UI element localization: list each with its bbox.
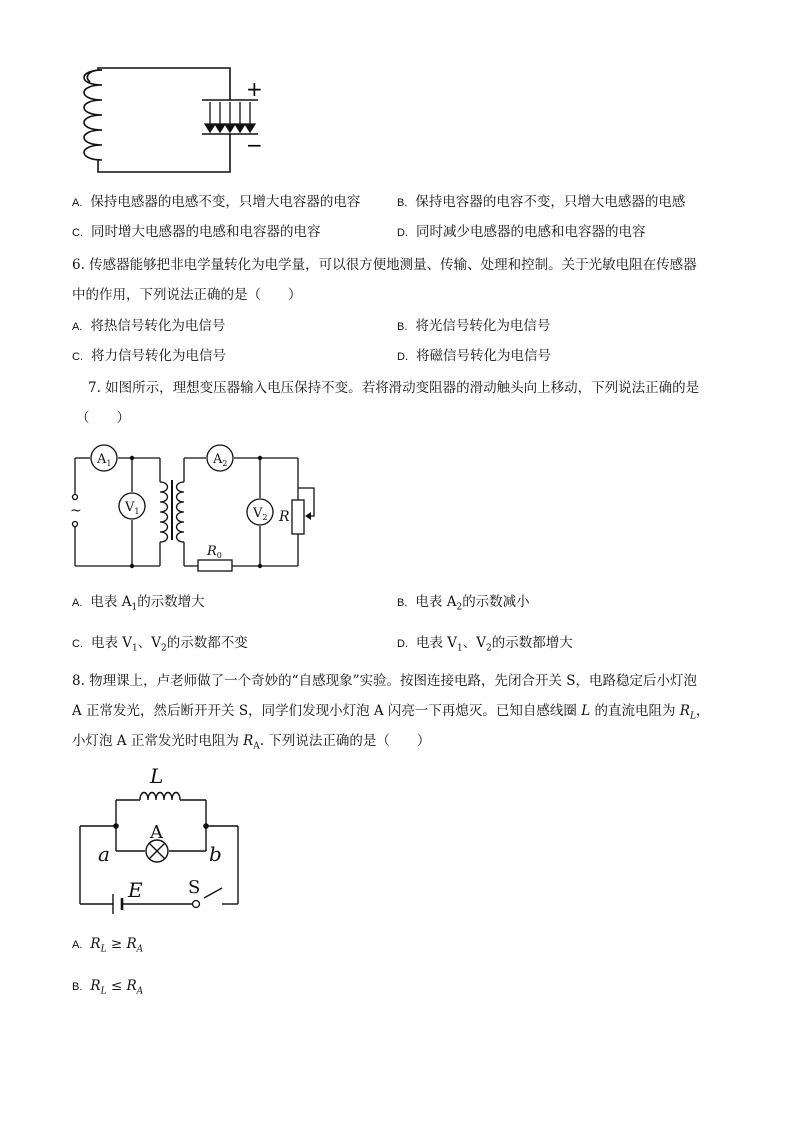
q7-option-c: C. 电表 $V_1$、$V_2$的示数都不变 (72, 635, 248, 654)
q6-option-a: A. 将热信号转化为电信号 (72, 318, 226, 334)
q6-option-b: B. 将光信号转化为电信号 (397, 318, 551, 334)
q6-option-d: D. 将磁信号转化为电信号 (397, 348, 551, 364)
node-a-label: a (98, 842, 110, 866)
q8-option-a: A. $R_L \ge R_A$ (72, 936, 144, 955)
q8-stem-line3: 小灯泡 A 正常发光时电阻为 $R_A$. 下列说法正确的是（ ） (72, 733, 431, 752)
q5-option-a: A. 保持电感器的电感不变，只增大电容器的电容 (72, 194, 361, 210)
q6-stem-line2: 中的作用，下列说法正确的是（ ） (72, 287, 302, 303)
minus-sign: − (246, 133, 263, 157)
q5-option-b: B. 保持电容器的电容不变，只增大电感器的电感 (397, 194, 686, 210)
battery-e-label: E (128, 878, 143, 902)
q8-stem-line1: 8. 物理课上，卢老师做了一个奇妙的“自感现象”实验。按图连接电路，先闭合开关 S，电路稳定后小灯泡 (72, 673, 698, 689)
q8-option-b: B. $R_L \le R_A$ (72, 978, 144, 997)
q7-option-d: D. 电表 $V_1$、$V_2$的示数都增大 (397, 635, 573, 654)
resistor-r0-label: $R_0$ (207, 544, 222, 560)
q7-stem-line2: （ ） (76, 410, 130, 426)
lamp-a-label: A (150, 822, 163, 843)
q8-stem-line2: A 正常发光，然后断开开关 S，同学们发现小灯泡 A 闪亮一下再熄灭。已知自感线圈 L 的直流电阻为 $R_L$， (72, 703, 710, 722)
q7-stem-line1: 7. 如图所示，理想变压器输入电压保持不变。若将滑动变阻器的滑动触头向上移动，下列说法正确的是 (88, 380, 700, 396)
node-b-label: b (209, 842, 222, 866)
switch-s-label: S (188, 877, 201, 898)
ammeter-a1-label: $A_1$ (97, 452, 112, 468)
inductor-l-label: L (150, 764, 164, 788)
q5-option-d: D. 同时减少电感器的电感和电容器的电容 (397, 224, 646, 240)
rheostat-r-label: R (279, 509, 290, 525)
voltmeter-v1-label: $V_1$ (125, 500, 140, 516)
q7-option-b: B. 电表 $A_2$的示数减小 (397, 594, 530, 613)
voltmeter-v2-label: $V_2$ (253, 506, 268, 522)
ammeter-a2-label: $A_2$ (213, 452, 228, 468)
ac-source-symbol: ~ (70, 503, 82, 519)
q6-option-c: C. 将力信号转化为电信号 (72, 348, 226, 364)
q7-option-a: A. 电表 $A_1$的示数增大 (72, 594, 205, 613)
plus-sign: + (246, 77, 263, 101)
q5-option-c: C. 同时增大电感器的电感和电容器的电容 (72, 224, 321, 240)
q6-stem-line1: 6. 传感器能够把非电学量转化为电学量，可以很方便地测量、传输、处理和控制。关于光敏电阻在传感器 (72, 257, 697, 273)
